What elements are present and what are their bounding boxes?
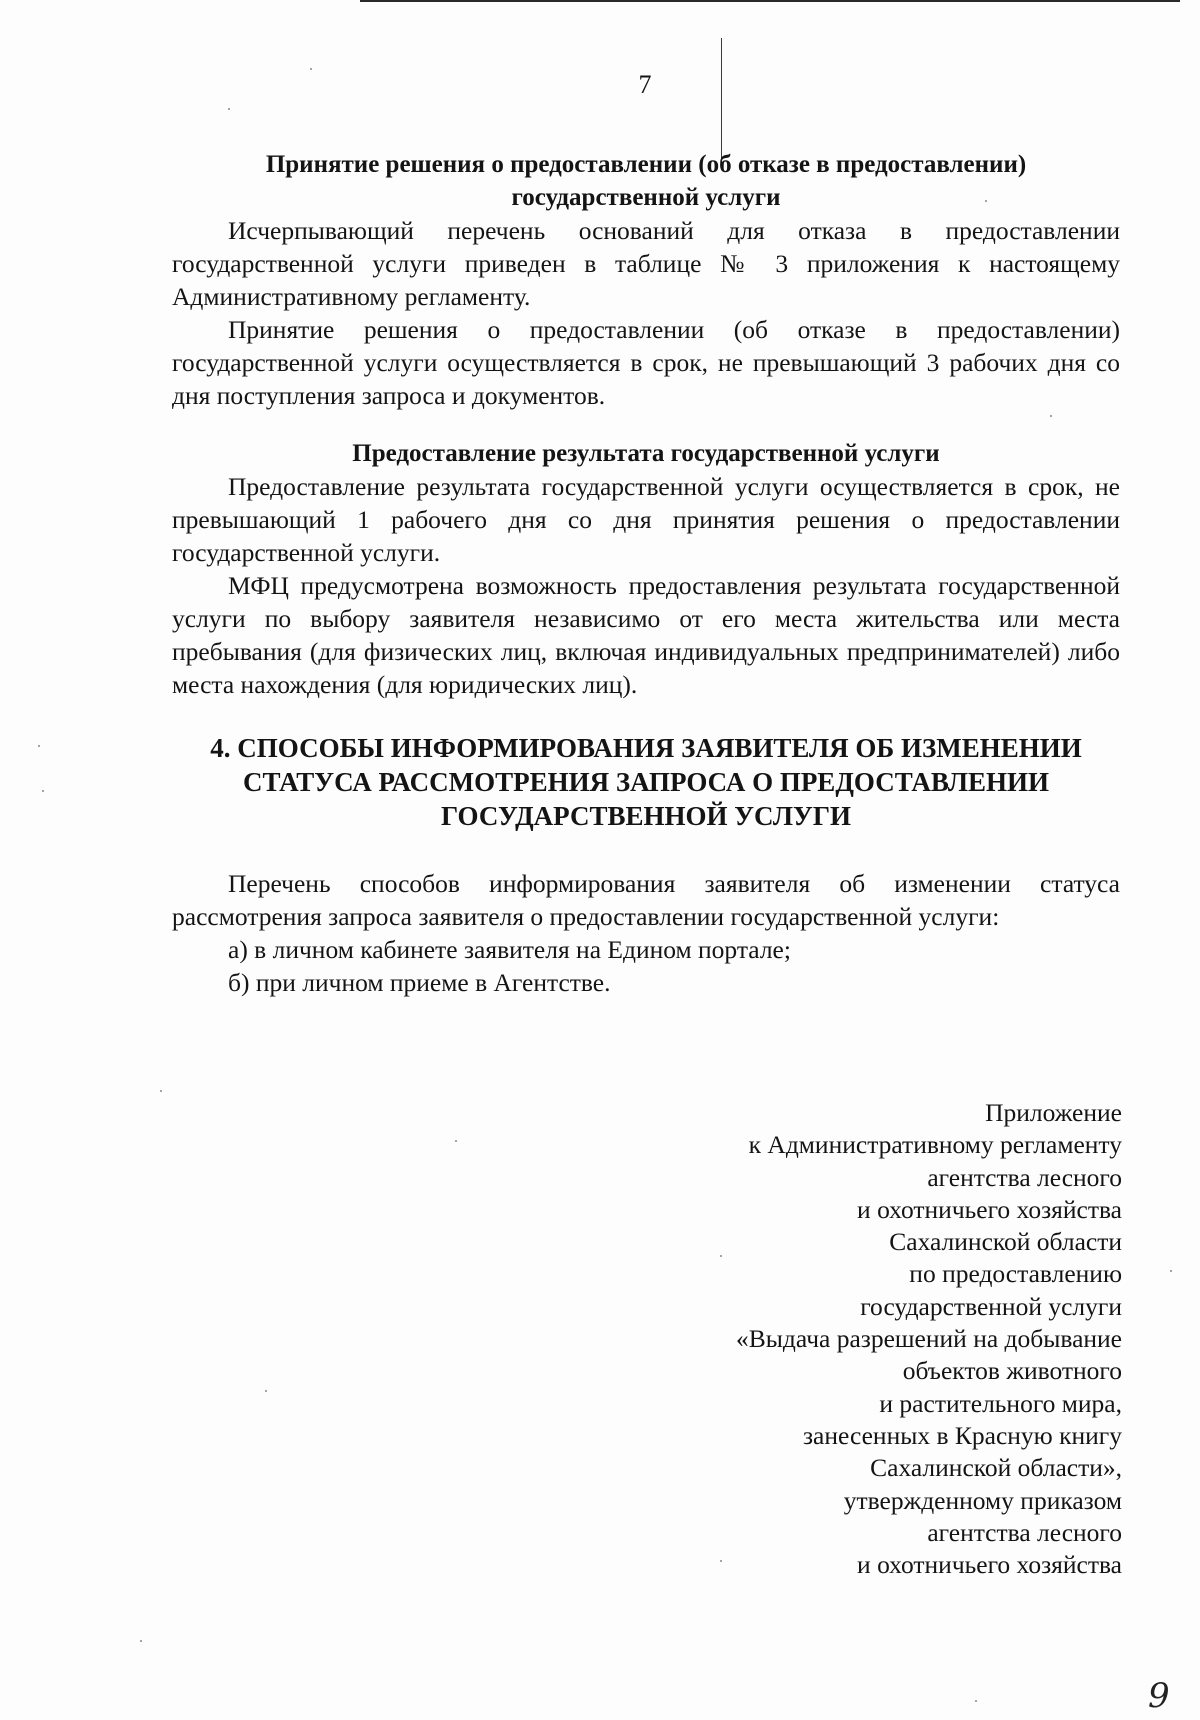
top-scan-rule [360,0,1180,2]
scan-speck [720,1255,722,1257]
appendix-line: «Выдача разрешений на добывание [736,1324,1122,1354]
scan-speck [265,1390,267,1392]
appendix-line: занесенных в Красную книгу [802,1420,1122,1450]
appendix-line: государственной услуги [860,1291,1122,1321]
section-heading-result: Предоставление результата государственной услуги [352,440,940,467]
appendix-line: к Административному регламенту [748,1130,1122,1160]
appendix-line: Сахалинской области [889,1227,1122,1257]
scan-speck [42,790,44,792]
scan-speck [985,200,987,202]
appendix-line: по предоставлению [909,1259,1122,1289]
appendix-line: Приложение [985,1098,1122,1127]
paragraph: Исчерпывающий перечень оснований для отказа в предоставлении государственной услуги приведен в таблице № 3 приложения к настоящему Административному регламенту. [172,216,1120,311]
scan-speck [1170,1270,1172,1272]
paragraph: Перечень способов информирования заявителя об изменении статуса рассмотрения запроса заявителя о предоставлении государственной услуги: [172,869,1120,931]
scan-speck [975,1700,977,1702]
appendix-line: и растительного мира, [879,1388,1122,1418]
appendix-line: и охотничьего хозяйства [857,1194,1122,1224]
handwritten-page-mark: 9 [1148,1676,1170,1716]
appendix-line: утвержденному приказом [843,1485,1122,1515]
scan-speck [455,1140,457,1142]
list-item: а) в личном кабинете заявителя на Едином портале; [228,935,791,964]
appendix-line: объектов животного [902,1356,1122,1386]
section-heading-decision: Принятие решения о предоставлении (об отказе в предоставлении) государственной услуги [265,151,1027,211]
appendix-line: Сахалинской области», [870,1453,1122,1483]
scan-speck [310,68,312,70]
list-item: б) при личном приеме в Агентстве. [228,968,611,997]
scan-speck [160,1090,162,1092]
paragraph: МФЦ предусмотрена возможность предоставления результата государственной услуги по выбору заявителя независимо от его места жительства или места пребывания (для физических лиц, включая индивидуальных предпринимателей) либо места нахождения (для юридических лиц). [172,571,1120,699]
appendix-line: и охотничьего хозяйства [857,1550,1122,1580]
scan-speck [720,1560,722,1562]
paragraph: Предоставление результата государственной услуги осуществляется в срок, не превышающий 1 рабочего дня со дня принятия решения о предоставлении государственной услуги. [172,472,1120,567]
page-number: 7 [638,70,652,99]
appendix-block [600,1097,1122,1581]
scan-speck [1050,415,1052,417]
scan-speck [38,745,40,747]
appendix-line: агентства лесного [927,1517,1122,1547]
scan-speck [140,1640,142,1642]
paragraph: Принятие решения о предоставлении (об отказе в предоставлении) государственной услуги осуществляется в срок, не превышающий 3 рабочих дня со дня поступления запроса и документов. [172,315,1120,410]
scan-speck [228,108,230,110]
chapter-heading: 4. СПОСОБЫ ИНФОРМИРОВАНИЯ ЗАЯВИТЕЛЯ ОБ ИЗМЕНЕНИИ СТАТУСА РАССМОТРЕНИЯ ЗАПРОСА О ПРЕДОСТАВЛЕНИИ ГОСУДАРСТВЕННОЙ УСЛУГИ [210,733,1082,831]
appendix-line: агентства лесного [927,1162,1122,1192]
document-body [172,148,1120,999]
